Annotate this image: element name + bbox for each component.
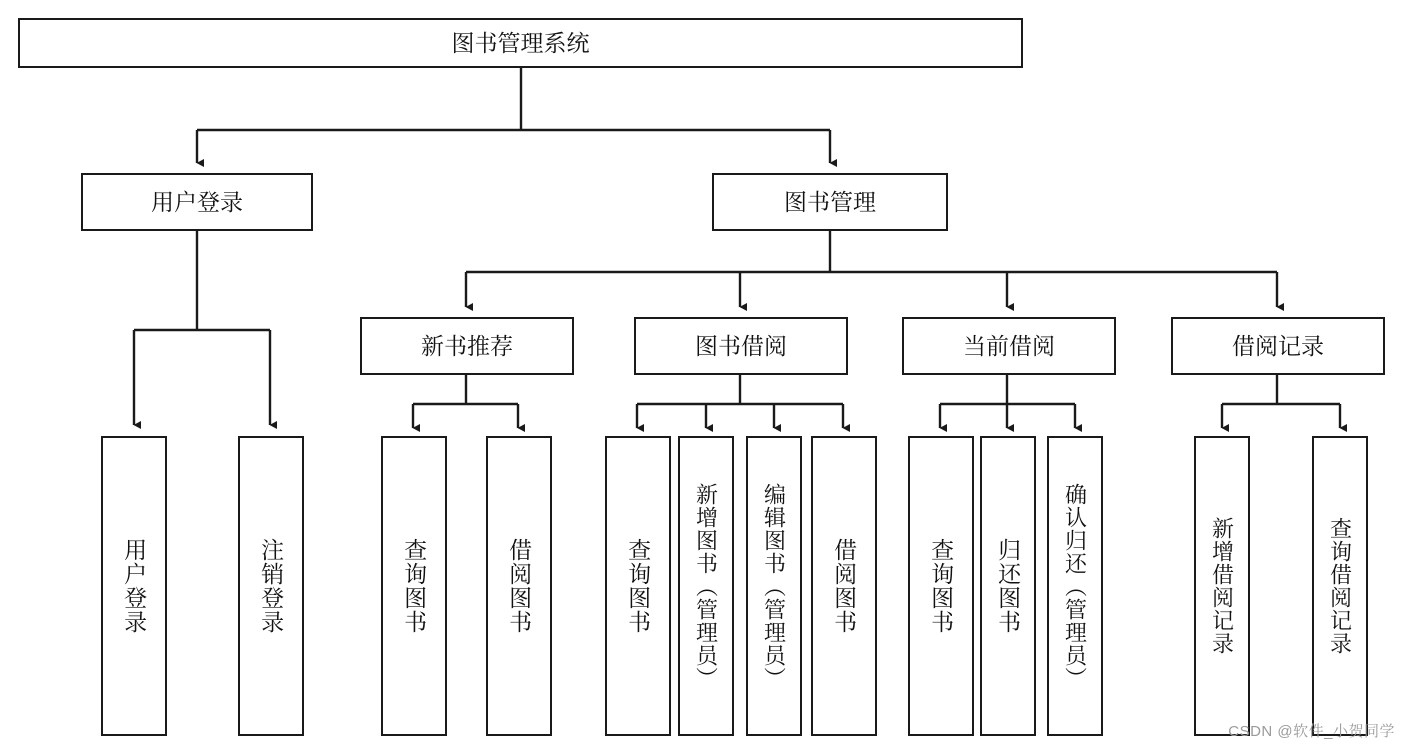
leaf-current-borrow-query: 查询图书 <box>908 436 974 736</box>
node-book-borrow: 图书借阅 <box>634 317 848 375</box>
leaf-current-borrow-confirm: 确认归还（管理员） <box>1047 436 1103 736</box>
leaf-user-login-login: 用户登录 <box>101 436 167 736</box>
leaf-book-borrow-query: 查询图书 <box>605 436 671 736</box>
leaf-new-book-query: 查询图书 <box>381 436 447 736</box>
watermark: CSDN @软件_小贺同学 <box>1228 723 1395 740</box>
node-book-management: 图书管理 <box>712 173 948 231</box>
node-root: 图书管理系统 <box>18 18 1023 68</box>
node-current-borrow: 当前借阅 <box>902 317 1116 375</box>
leaf-user-login-logout: 注销登录 <box>238 436 304 736</box>
leaf-new-book-borrow: 借阅图书 <box>486 436 552 736</box>
leaf-borrow-record-query: 查询借阅记录 <box>1312 436 1368 736</box>
leaf-borrow-record-add: 新增借阅记录 <box>1194 436 1250 736</box>
leaf-current-borrow-return: 归还图书 <box>980 436 1036 736</box>
leaf-book-borrow-borrow: 借阅图书 <box>811 436 877 736</box>
leaf-book-borrow-add: 新增图书（管理员） <box>678 436 734 736</box>
node-user-login: 用户登录 <box>81 173 313 231</box>
node-borrow-record: 借阅记录 <box>1171 317 1385 375</box>
leaf-book-borrow-edit: 编辑图书（管理员） <box>746 436 802 736</box>
node-new-book-recommend: 新书推荐 <box>360 317 574 375</box>
